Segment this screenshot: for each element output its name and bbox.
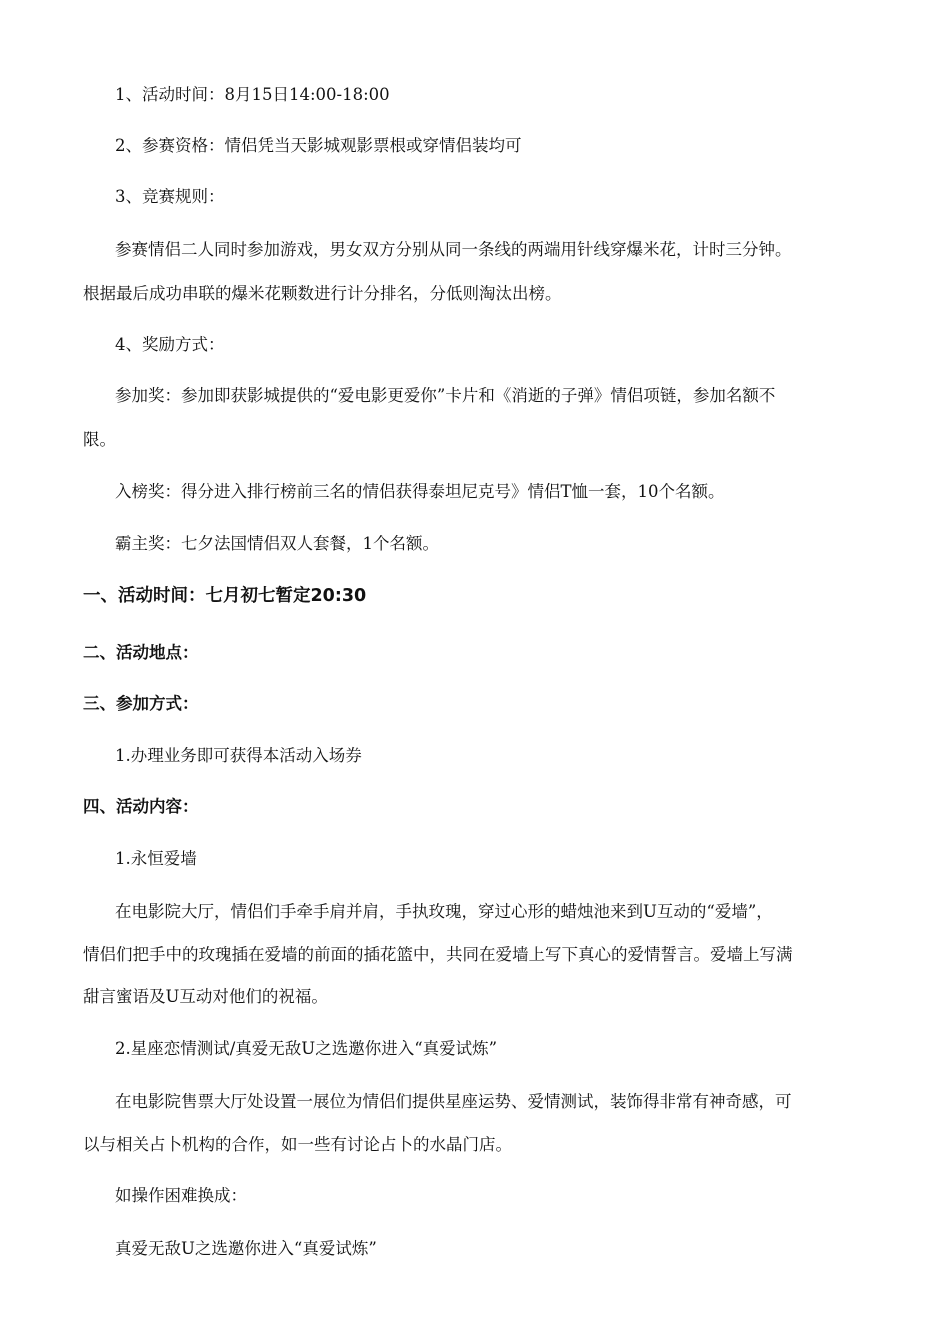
rewards-heading: 4、奖励方式： [115,335,225,354]
section-heading-location: 二、活动地点： [83,643,199,662]
section-heading-time: 一、活动时间：七月初七暂定20:30 [83,586,367,606]
love-wall-paragraph-line-3: 甜言蜜语及U互动对他们的祝福。 [83,987,328,1006]
participation-method-item: 1.办理业务即可获得本活动入场券 [115,746,362,765]
love-wall-paragraph-line-2: 情侣们把手中的玫瑰插在爱墙的前面的插花篮中，共同在爱墙上写下真心的爱情誓言。爱墙上写满 [83,945,793,964]
alternative-note: 如操作困难换成： [115,1186,247,1205]
rules-paragraph-line-2: 根据最后成功串联的爆米花颗数进行计分排名，分低则淘汰出榜。 [83,284,562,303]
horoscope-paragraph-line-2: 以与相关占卜机构的合作，如一些有讨论占卜的水晶门店。 [83,1135,512,1154]
participation-award-line-2: 限。 [83,430,116,449]
section-heading-content: 四、活动内容： [83,797,199,816]
content-item-horoscope-test: 2.星座恋情测试/真爱无敌U之选邀你进入“真爱试炼” [115,1039,498,1058]
rules-paragraph-line-1: 参赛情侣二人同时参加游戏，男女双方分别从同一条线的两端用针线穿爆米花，计时三分钟。 [115,240,792,259]
eligibility-item: 2、参赛资格：情侣凭当天影城观影票根或穿情侣装均可 [115,136,522,155]
rules-heading: 3、竞赛规则： [115,187,225,206]
activity-time-item: 1、活动时间：8月15日14:00-18:00 [115,85,390,104]
ranking-award: 入榜奖：得分进入排行榜前三名的情侣获得泰坦尼克号》情侣T恤一套，10个名额。 [115,482,725,501]
participation-award-line-1: 参加奖：参加即获影城提供的“爱电影更爱你”卡片和《消逝的子弹》情侣项链，参加名额不 [115,386,776,405]
alternative-title: 真爱无敌U之选邀你进入“真爱试炼” [115,1239,377,1258]
horoscope-paragraph-line-1: 在电影院售票大厅处设置一展位为情侣们提供星座运势、爱情测试，装饰得非常有神奇感，可 [115,1092,792,1111]
content-item-love-wall: 1.永恒爱墙 [115,849,197,868]
champion-award: 霸主奖：七夕法国情侣双人套餐，1个名额。 [115,534,439,553]
love-wall-paragraph-line-1: 在电影院大厅，情侣们手牵手肩并肩，手执玫瑰，穿过心形的蜡烛池来到U互动的“爱墙”， [115,902,773,921]
section-heading-participation: 三、参加方式： [83,694,199,713]
